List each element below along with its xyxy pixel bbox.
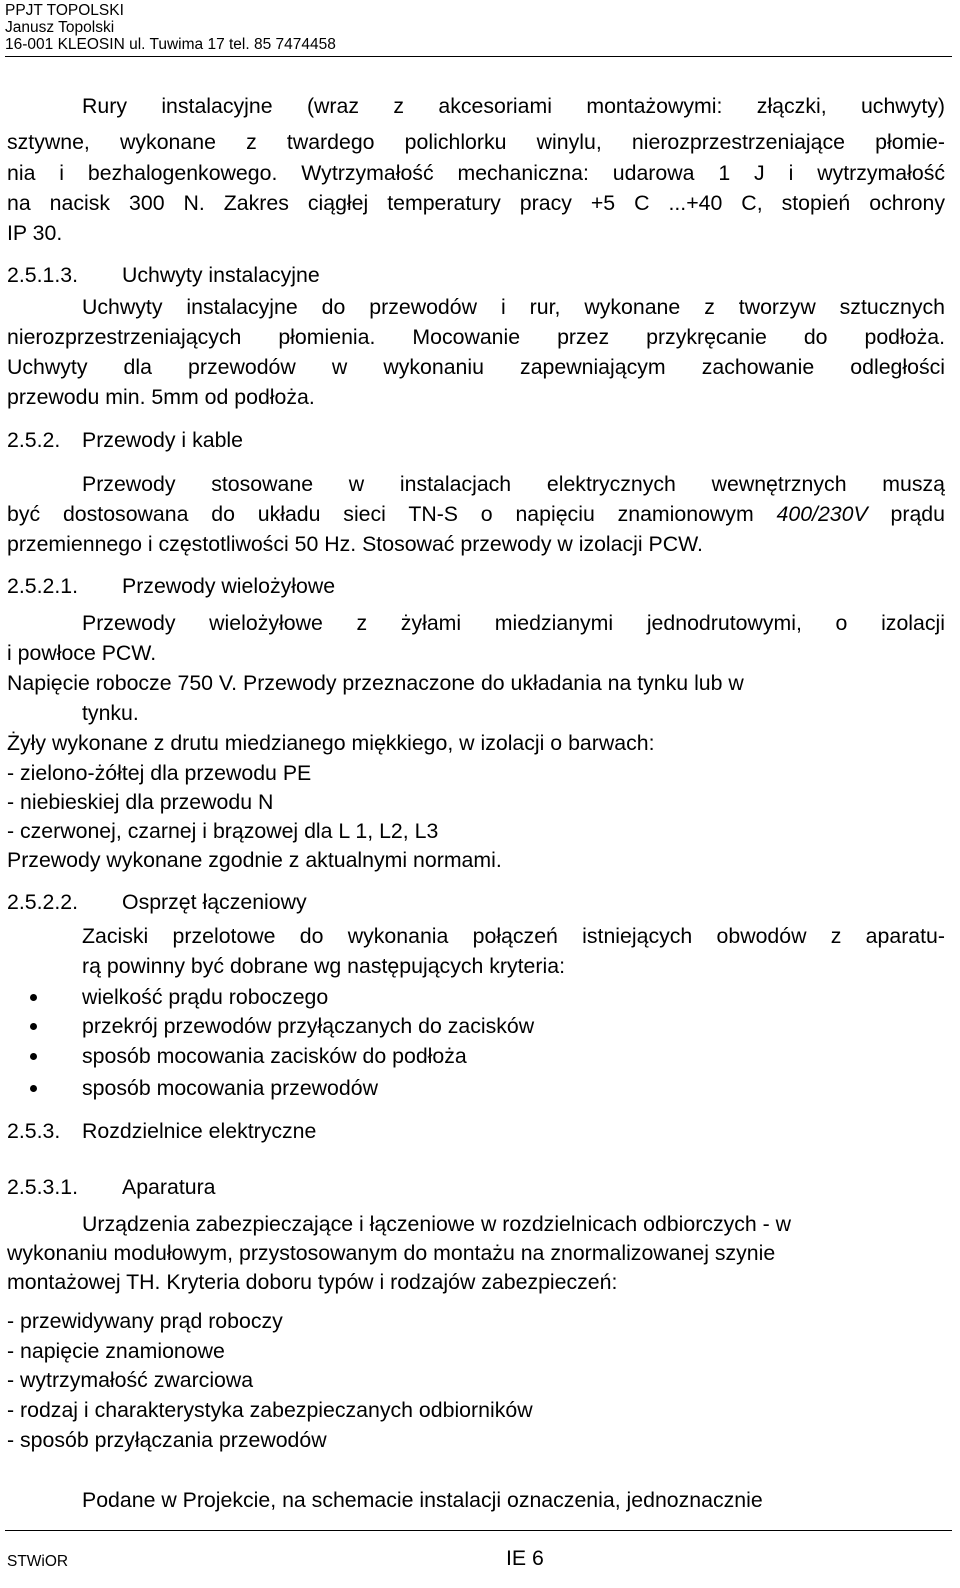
intro-line: IP 30. <box>7 221 63 245</box>
paragraph-line: Przewody stosowane w instalacjach elektrycznych wewnętrznych muszą <box>82 472 945 496</box>
paragraph-line: montażowej TH. Kryteria doboru typów i rodzajów zabezpieczeń: <box>7 1270 618 1294</box>
paragraph-line: rą powinny być dobrane wg następujących kryteria: <box>82 954 565 978</box>
header-owner: Janusz Topolski <box>5 19 115 36</box>
section-number: 2.5.2.2. <box>7 890 79 914</box>
section-title: Osprzęt łączeniowy <box>122 890 307 914</box>
list-item: - niebieskiej dla przewodu N <box>7 790 274 814</box>
paragraph-text: być dostosowana do układu sieci TN-S o napięciu znamionowym <box>7 502 754 526</box>
paragraph-line: tynku. <box>82 701 139 725</box>
section-number: 2.5.1.3. <box>7 263 79 287</box>
paragraph-line: Uchwyty instalacyjne do przewodów i rur, wykonane z tworzyw sztucznych <box>82 295 945 319</box>
paragraph-line: Napięcie robocze 750 V. Przewody przeznaczone do układania na tynku lub w <box>7 671 744 695</box>
list-item: - wytrzymałość zwarciowa <box>7 1368 254 1392</box>
intro-line: nia i bezhalogenkowego. Wytrzymałość mechaniczna: udarowa 1 J i wytrzymałość <box>7 161 945 185</box>
bullet-icon <box>30 994 37 1001</box>
bullet-icon <box>30 1023 37 1030</box>
paragraph-line: Zaciski przelotowe do wykonania połączeń istniejących obwodów z aparatu- <box>82 924 945 948</box>
document-header <box>5 2 336 53</box>
section-title: Przewody i kable <box>82 428 243 452</box>
bullet-item: wielkość prądu roboczego <box>82 985 329 1009</box>
paragraph-line: Urządzenia zabezpieczające i łączeniowe w rozdzielnicach odbiorczych - w <box>82 1212 792 1236</box>
section-number: 2.5.2. <box>7 428 61 452</box>
list-item: - przewidywany prąd roboczy <box>7 1309 283 1333</box>
intro-line: Rury instalacyjne (wraz z akcesoriami montażowymi: złączki, uchwyty) <box>82 94 945 118</box>
voltage-value: 400/230V <box>776 502 868 526</box>
paragraph-line: Podane w Projekcie, na schemacie instalacji oznaczenia, jednoznacznie <box>82 1488 763 1512</box>
paragraph-line: i powłoce PCW. <box>7 641 157 665</box>
bullet-item: przekrój przewodów przyłączanych do zacisków <box>82 1014 535 1038</box>
intro-line: sztywne, wykonane z twardego polichlorku winylu, nierozprzestrzeniające płomie- <box>7 130 945 154</box>
footer-page-number: IE 6 <box>506 1546 544 1570</box>
list-item: - zielono-żółtej dla przewodu PE <box>7 761 312 785</box>
paragraph-line <box>7 501 945 527</box>
bullet-item: sposób mocowania zacisków do podłoża <box>82 1044 467 1068</box>
section-number: 2.5.2.1. <box>7 574 79 598</box>
header-address: 16-001 KLEOSIN ul. Tuwima 17 tel. 85 7474458 <box>5 36 336 53</box>
section-number: 2.5.3.1. <box>7 1175 79 1199</box>
list-item: - napięcie znamionowe <box>7 1339 225 1363</box>
paragraph-line: Uchwyty dla przewodów w wykonaniu zapewniającym zachowanie odległości <box>7 355 945 379</box>
paragraph-text: prądu <box>890 502 946 526</box>
header-rule <box>5 56 952 57</box>
paragraph-line: wykonaniu modułowym, przystosowanym do montażu na znormalizowanej szynie <box>7 1241 776 1265</box>
section-title: Przewody wielożyłowe <box>122 574 336 598</box>
paragraph-line: przewodu min. 5mm od podłoża. <box>7 385 315 409</box>
paragraph-line: nierozprzestrzeniających płomienia. Mocowanie przez przykręcanie do podłoża. <box>7 325 945 349</box>
list-item: - rodzaj i charakterystyka zabezpieczanych odbiorników <box>7 1398 533 1422</box>
section-title: Rozdzielnice elektryczne <box>82 1119 317 1143</box>
intro-line: na nacisk 300 N. Zakres ciągłej temperatury pracy +5 C ...+40 C, stopień ochrony <box>7 191 945 215</box>
paragraph-line: Przewody wielożyłowe z żyłami miedzianymi jednodrutowymi, o izolacji <box>82 611 945 635</box>
footer-rule <box>5 1530 952 1531</box>
paragraph-line: przemiennego i częstotliwości 50 Hz. Stosować przewody w izolacji PCW. <box>7 532 703 556</box>
footer-doc-code: STWiOR <box>7 1553 69 1570</box>
paragraph-line: Przewody wykonane zgodnie z aktualnymi normami. <box>7 848 502 872</box>
section-number: 2.5.3. <box>7 1119 61 1143</box>
bullet-item: sposób mocowania przewodów <box>82 1076 378 1100</box>
bullet-icon <box>30 1085 37 1092</box>
paragraph-line: Żyły wykonane z drutu miedzianego miękkiego, w izolacji o barwach: <box>7 731 655 755</box>
section-title: Aparatura <box>122 1175 216 1199</box>
bullet-icon <box>30 1053 37 1060</box>
list-item: - sposób przyłączania przewodów <box>7 1428 327 1452</box>
header-company: PPJT TOPOLSKI <box>5 2 124 19</box>
section-title: Uchwyty instalacyjne <box>122 263 320 287</box>
list-item: - czerwonej, czarnej i brązowej dla L 1, L2, L3 <box>7 819 439 843</box>
